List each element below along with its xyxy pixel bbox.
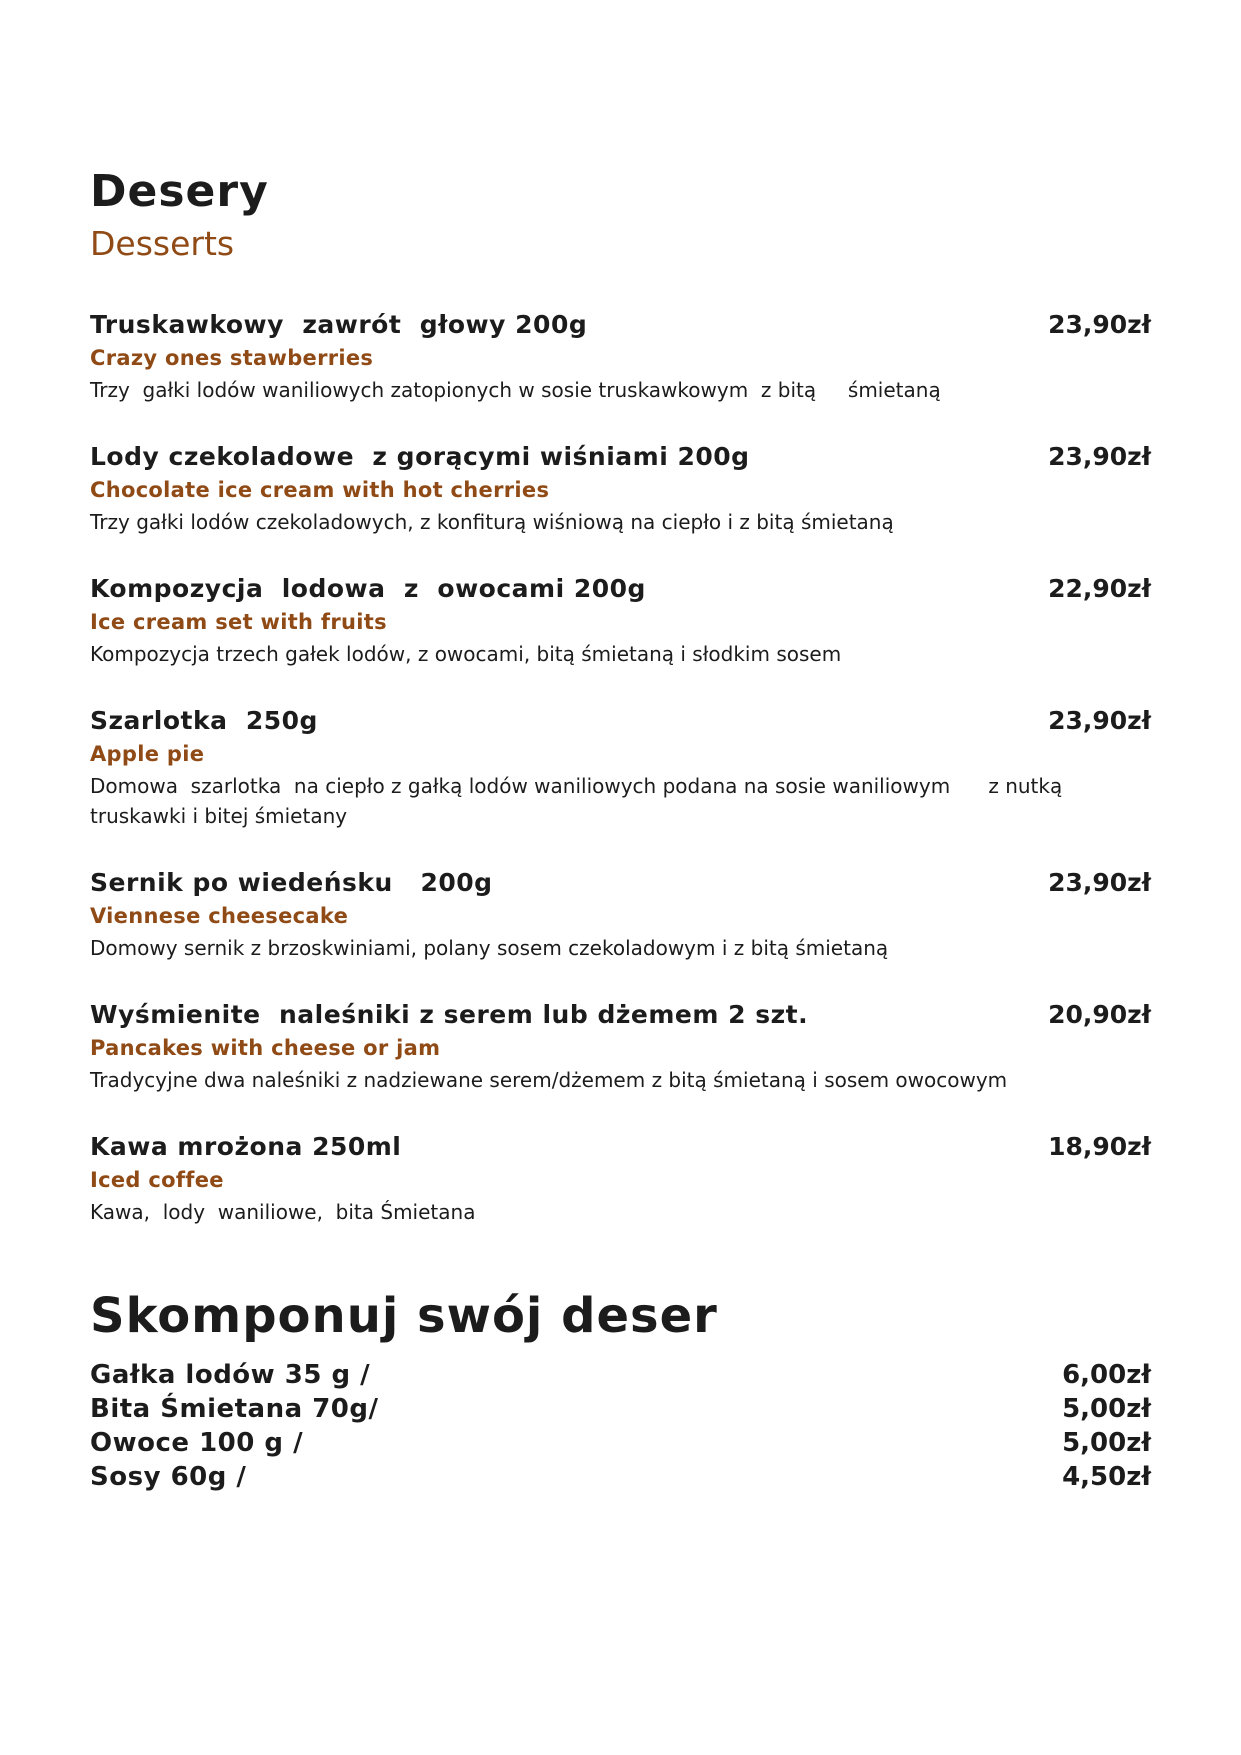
- page-title: Desery: [90, 166, 269, 217]
- compose-item-bita-smietana: [90, 1392, 1151, 1426]
- item-name: Wyśmienite naleśniki z serem lub dżemem 2 szt.: [90, 999, 809, 1029]
- menu-item-szarlotka: [90, 705, 1151, 831]
- item-description: Kompozycja trzech gałek lodów, z owocami, bitą śmietaną i słodkim sosem: [90, 641, 842, 666]
- item-english-name: Viennese cheesecake: [90, 903, 349, 928]
- menu-item-row: [90, 309, 1151, 341]
- compose-price: 4,50zł: [1062, 1461, 1151, 1492]
- item-english-name: Iced coffee: [90, 1167, 224, 1192]
- item-price: 20,90zł: [1048, 999, 1151, 1029]
- item-name: Truskawkowy zawrót głowy 200g: [90, 309, 588, 339]
- item-english-name: Pancakes with cheese or jam: [90, 1035, 441, 1060]
- item-english-name: Ice cream set with fruits: [90, 609, 387, 634]
- item-english-name: Crazy ones stawberries: [90, 345, 374, 370]
- item-name: Lody czekoladowe z gorącymi wiśniami 200g: [90, 441, 750, 471]
- menu-item-row: [90, 999, 1151, 1031]
- menu-item-row: [90, 441, 1151, 473]
- compose-list: [90, 1358, 1151, 1494]
- menu-item-lody-czekoladowe: [90, 441, 1151, 537]
- item-price: 22,90zł: [1048, 573, 1151, 603]
- compose-section-title: Skomponuj swój deser: [90, 1287, 718, 1344]
- menu-item-truskawkowy-zawrot-glowy: [90, 309, 1151, 405]
- compose-item-galka-lodow: [90, 1358, 1151, 1392]
- menu-item-row: [90, 705, 1151, 737]
- menu-item-row: [90, 573, 1151, 605]
- item-english-name: Chocolate ice cream with hot cherries: [90, 477, 550, 502]
- compose-label: Bita Śmietana 70g/: [90, 1393, 379, 1424]
- item-name: Kompozycja lodowa z owocami 200g: [90, 573, 646, 603]
- compose-item-owoce: [90, 1426, 1151, 1460]
- menu-item-nalesniki: [90, 999, 1151, 1095]
- menu-item-row: [90, 867, 1151, 899]
- compose-price: 5,00zł: [1062, 1393, 1151, 1424]
- item-price: 23,90zł: [1048, 441, 1151, 471]
- page-subtitle: Desserts: [90, 224, 235, 264]
- menu-item-row: [90, 1131, 1151, 1163]
- compose-label: Sosy 60g /: [90, 1461, 247, 1492]
- item-description: Trzy gałki lodów waniliowych zatopionych w sosie truskawkowym z bitą śmietaną: [90, 377, 941, 402]
- item-name: Szarlotka 250g: [90, 705, 318, 735]
- menu-item-kawa-mrozona: [90, 1131, 1151, 1227]
- item-name: Kawa mrożona 250ml: [90, 1131, 402, 1161]
- item-description: Trzy gałki lodów czekoladowych, z konfiturą wiśniową na ciepło i z bitą śmietaną: [90, 509, 894, 534]
- item-english-name: Apple pie: [90, 741, 205, 766]
- item-description: Tradycyjne dwa naleśniki z nadziewane serem/dżemem z bitą śmietaną i sosem owocowym: [90, 1067, 1008, 1092]
- item-description: Kawa, lody waniliowe, bita Śmietana: [90, 1199, 476, 1224]
- item-description: Domowa szarlotka na ciepło z gałką lodów waniliowych podana na sosie waniliowym z nutką truskawki i bitej śmietany: [90, 773, 1069, 828]
- compose-label: Gałka lodów 35 g /: [90, 1359, 371, 1390]
- item-price: 18,90zł: [1048, 1131, 1151, 1161]
- menu-item-kompozycja-lodowa: [90, 573, 1151, 669]
- item-name: Sernik po wiedeńsku 200g: [90, 867, 493, 897]
- item-price: 23,90zł: [1048, 309, 1151, 339]
- item-description: Domowy sernik z brzoskwiniami, polany sosem czekoladowym i z bitą śmietaną: [90, 935, 889, 960]
- item-price: 23,90zł: [1048, 705, 1151, 735]
- compose-price: 6,00zł: [1062, 1359, 1151, 1390]
- compose-item-sosy: [90, 1460, 1151, 1494]
- menu-item-sernik: [90, 867, 1151, 963]
- item-price: 23,90zł: [1048, 867, 1151, 897]
- dessert-menu-list: [90, 309, 1151, 1227]
- compose-label: Owoce 100 g /: [90, 1427, 304, 1458]
- compose-price: 5,00zł: [1062, 1427, 1151, 1458]
